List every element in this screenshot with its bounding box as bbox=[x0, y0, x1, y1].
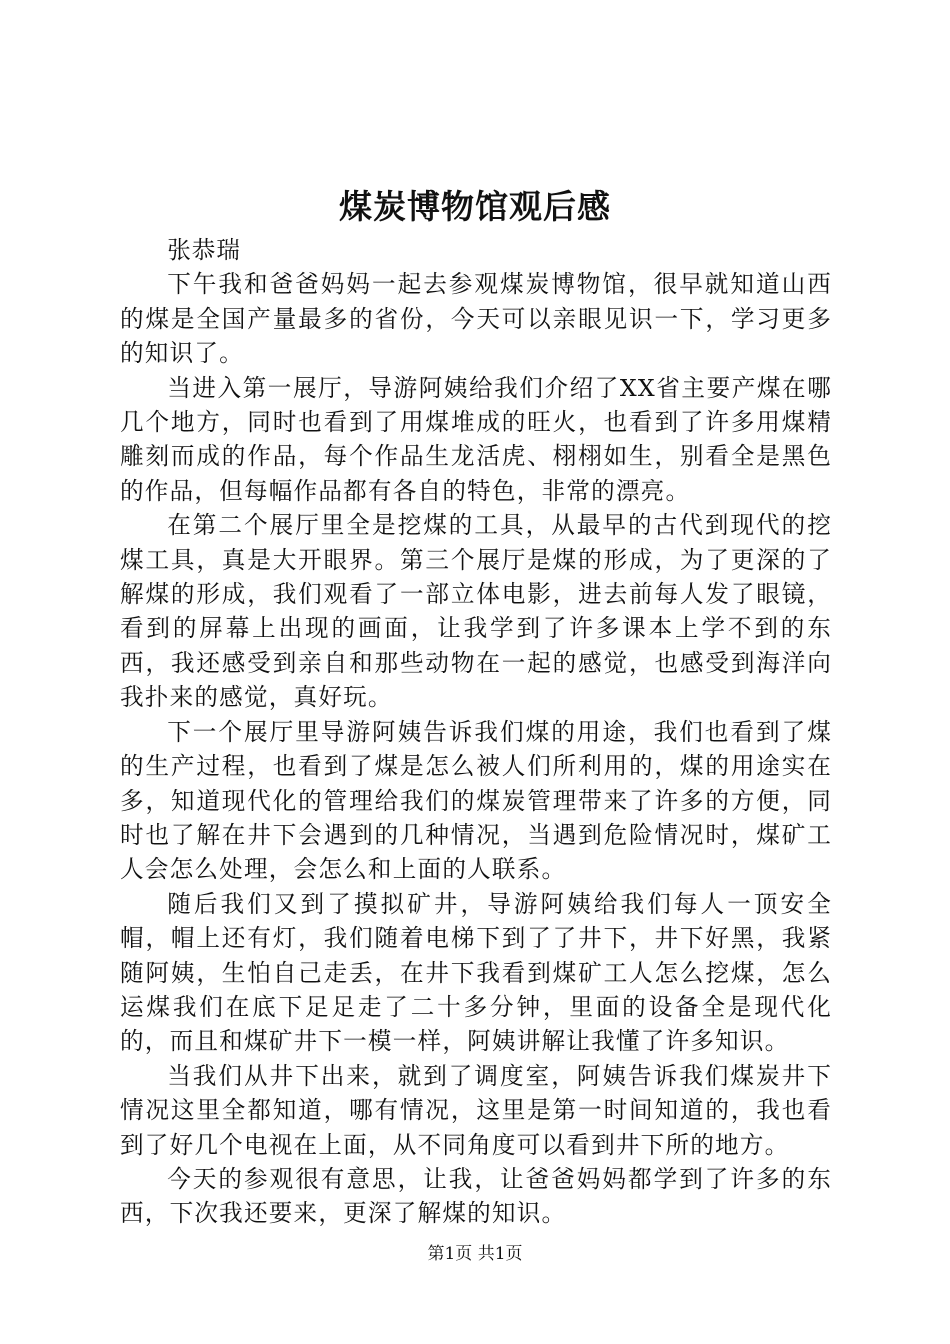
paragraph-1: 下午我和爸爸妈妈一起去参观煤炭博物馆，很早就知道山西的煤是全国产量最多的省份，今天可以亲眼见识一下，学习更多的知识了。 bbox=[120, 270, 832, 368]
page-number-footer: 第1页 共1页 bbox=[427, 1244, 523, 1264]
paragraph-5: 随后我们又到了摸拟矿井，导游阿姨给我们每人一顶安全帽，帽上还有灯，我们随着电梯下到了了井下，井下好黑，我紧随阿姨，生怕自己走丢，在井下我看到煤矿工人怎么挖煤，怎么运煤我们在底下足足走了二十多分钟，里面的设备全是现代化的，而且和煤矿井下一模一样，阿姨讲解让我懂了许多知识。 bbox=[120, 889, 832, 1056]
document-body bbox=[120, 233, 832, 1231]
paragraph-7: 今天的参观很有意思，让我，让爸爸妈妈都学到了许多的东西，下次我还要来，更深了解煤的知识。 bbox=[120, 1164, 832, 1228]
paragraph-3: 在第二个展厅里全是挖煤的工具，从最早的古代到现代的挖煤工具，真是大开眼界。第三个展厅是煤的形成，为了更深的了解煤的形成，我们观看了一部立体电影，进去前每人发了眼镜，看到的屏幕上出现的画面，让我学到了许多课本上学不到的东西，我还感受到亲自和那些动物在一起的感觉，也感受到海洋向我扑来的感觉，真好玩。 bbox=[120, 511, 832, 712]
paragraph-6: 当我们从井下出来，就到了调度室，阿姨告诉我们煤炭井下情况这里全都知道，哪有情况，这里是第一时间知道的，我也看到了好几个电视在上面，从不同角度可以看到井下所的地方。 bbox=[120, 1061, 832, 1159]
document-title: 煤炭博物馆观后感 bbox=[339, 187, 611, 226]
paragraph-2: 当进入第一展厅，导游阿姨给我们介绍了XX省主要产煤在哪几个地方，同时也看到了用煤堆成的旺火，也看到了许多用煤精雕刻而成的作品，每个作品生龙活虎、栩栩如生，别看全是黑色的作品，但每幅作品都有各自的特色，非常的漂亮。 bbox=[120, 373, 832, 505]
paragraph-4: 下一个展厅里导游阿姨告诉我们煤的用途，我们也看到了煤的生产过程，也看到了煤是怎么被人们所利用的，煤的用途实在多，知道现代化的管理给我们的煤炭管理带来了许多的方便，同时也了解在井下会遇到的几种情况，当遇到危险情况时，煤矿工人会怎么处理，会怎么和上面的人联系。 bbox=[120, 717, 832, 884]
author-name: 张恭瑞 bbox=[167, 236, 241, 264]
